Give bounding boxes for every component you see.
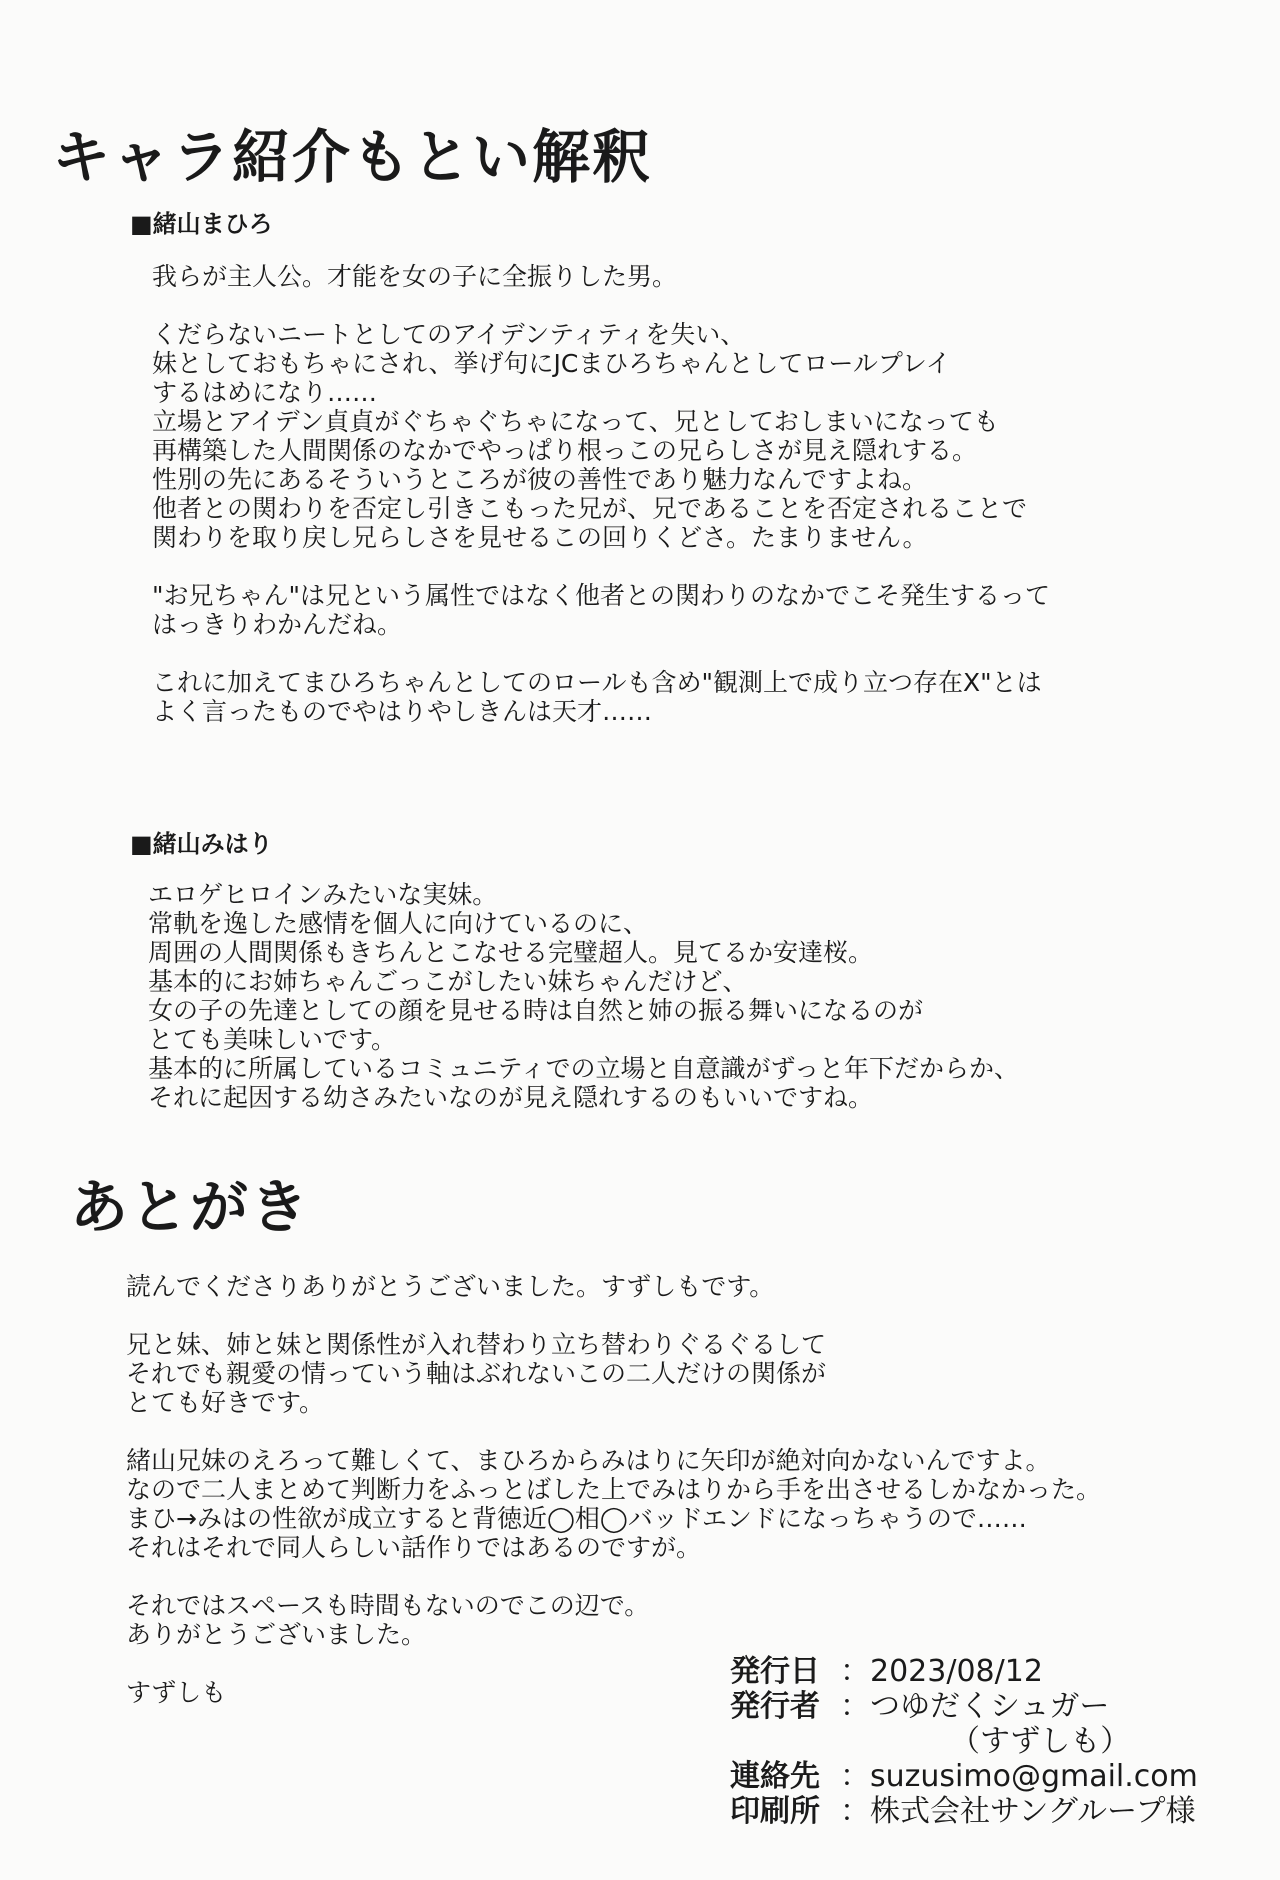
text-line: なので二人まとめて判断力をふっとばした上でみはりから手を出させるしかなかった。: [126, 1475, 1102, 1504]
text-line: 基本的に所属しているコミュニティでの立場と自意識がずっと年下だからか、: [148, 1054, 1020, 1083]
separator: ：: [840, 1654, 870, 1689]
text-line: 読んでくださりありがとうございました。すずしもです。: [126, 1272, 775, 1301]
text-line: 他者との関わりを否定し引きこもった兄が、兄であることを否定されることで: [152, 494, 1028, 523]
text-line: 我らが主人公。才能を女の子に全振りした男。: [152, 262, 678, 291]
text-line: 再構築した人間関係のなかでやっぱり根っこの兄らしさが見え隠れする。: [152, 436, 978, 465]
colophon: [730, 1654, 1198, 1829]
text-line: [126, 1562, 1101, 1591]
text-line: 関わりを取り戻し兄らしさを見せるこの回りくどさ。たまりません。: [152, 523, 928, 552]
mihari-paragraph: [148, 880, 1019, 1112]
chara-section-title: キャラ紹介もとい解釈: [52, 123, 653, 191]
text-line: 常軌を逸した感情を個人に向けているのに、: [148, 909, 649, 938]
text-line: 基本的にお姉ちゃんごっこがしたい妹ちゃんだけど、: [148, 967, 748, 996]
text-line: 周囲の人間関係もきちんとこなせる完璧超人。見てるか安達桜。: [148, 938, 874, 967]
publisher-value: つゆだくシュガー: [870, 1689, 1110, 1724]
text-line: これに加えてまひろちゃんとしてのロールも含め"観測上で成り立つ存在X"とは: [152, 668, 1042, 697]
printer-value: 株式会社サングループ様: [870, 1794, 1196, 1829]
separator: ：: [840, 1689, 870, 1724]
colophon-printer-row: [730, 1794, 1198, 1829]
text-line: よく言ったものでやはりやしきんは天才……: [152, 697, 653, 726]
mihari-heading: ■緒山みはり: [130, 830, 273, 858]
separator: ：: [840, 1759, 870, 1794]
text-line: [152, 552, 1050, 581]
text-line: とても好きです。: [126, 1388, 325, 1417]
separator: ：: [840, 1794, 870, 1829]
text-line: まひ→みはの性欲が成立すると背徳近◯相◯バッドエンドになっちゃうので……: [126, 1504, 1027, 1533]
date-label: 発行日: [730, 1654, 820, 1689]
text-line: [152, 291, 1050, 320]
text-line: [126, 1301, 1101, 1330]
contact-value: suzusimo@gmail.com: [870, 1759, 1198, 1794]
text-line: 妹としておもちゃにされ、挙げ句にJCまひろちゃんとしてロールプレイ: [152, 349, 951, 378]
text-line: エロゲヒロインみたいな実妹。: [148, 880, 498, 909]
colophon-date-row: [730, 1654, 1198, 1689]
date-value: 2023/08/12: [870, 1654, 1043, 1689]
mahiro-paragraph: [152, 262, 1050, 726]
text-line: [126, 1417, 1101, 1446]
text-line: 立場とアイデン貞貞がぐちゃぐちゃになって、兄としておしまいになっても: [152, 407, 999, 436]
text-line: "お兄ちゃん"は兄という属性ではなく他者との関わりのなかでこそ発生するって: [152, 581, 1051, 610]
printer-label: 印刷所: [730, 1794, 820, 1829]
colophon-publisher-row: [730, 1689, 1198, 1724]
text-line: [152, 639, 1050, 668]
text-line: 女の子の先達としての顔を見せる時は自然と姉の振る舞いになるのが: [148, 996, 924, 1025]
colophon-publisher-sub-row: [730, 1724, 1198, 1759]
colophon-contact-row: [730, 1759, 1198, 1794]
publisher-label: 発行者: [730, 1689, 820, 1724]
text-line: それに起因する幼さみたいなのが見え隠れするのもいいですね。: [148, 1083, 874, 1112]
text-line: するはめになり……: [152, 378, 378, 407]
afterword-title: あとがき: [70, 1173, 311, 1241]
contact-label: 連絡先: [730, 1759, 820, 1794]
mahiro-heading: ■緒山まひろ: [130, 210, 273, 238]
text-line: 性別の先にあるそういうところが彼の善性であり魅力なんですよね。: [152, 465, 928, 494]
text-line: 緒山兄妹のえろって難しくて、まひろからみはりに矢印が絶対向かないんですよ。: [126, 1446, 1051, 1475]
signature: すずしも: [126, 1678, 227, 1707]
text-line: はっきりわかんだね。: [152, 610, 403, 639]
text-line: ありがとうございました。: [126, 1620, 427, 1649]
text-line: 兄と妹、姉と妹と関係性が入れ替わり立ち替わりぐるぐるして: [126, 1330, 827, 1359]
text-line: くだらないニートとしてのアイデンティティを失い、: [152, 320, 746, 349]
text-line: とても美味しいです。: [148, 1025, 397, 1054]
afterword-paragraph: [126, 1272, 1101, 1707]
text-line: それでも親愛の情っていう軸はぶれないこの二人だけの関係が: [126, 1359, 827, 1388]
text-line: それはそれで同人らしい話作りではあるのですが。: [126, 1533, 702, 1562]
text-line: それではスペースも時間もないのでこの辺で。: [126, 1591, 650, 1620]
publisher-sub: （すずしも）: [950, 1724, 1131, 1759]
